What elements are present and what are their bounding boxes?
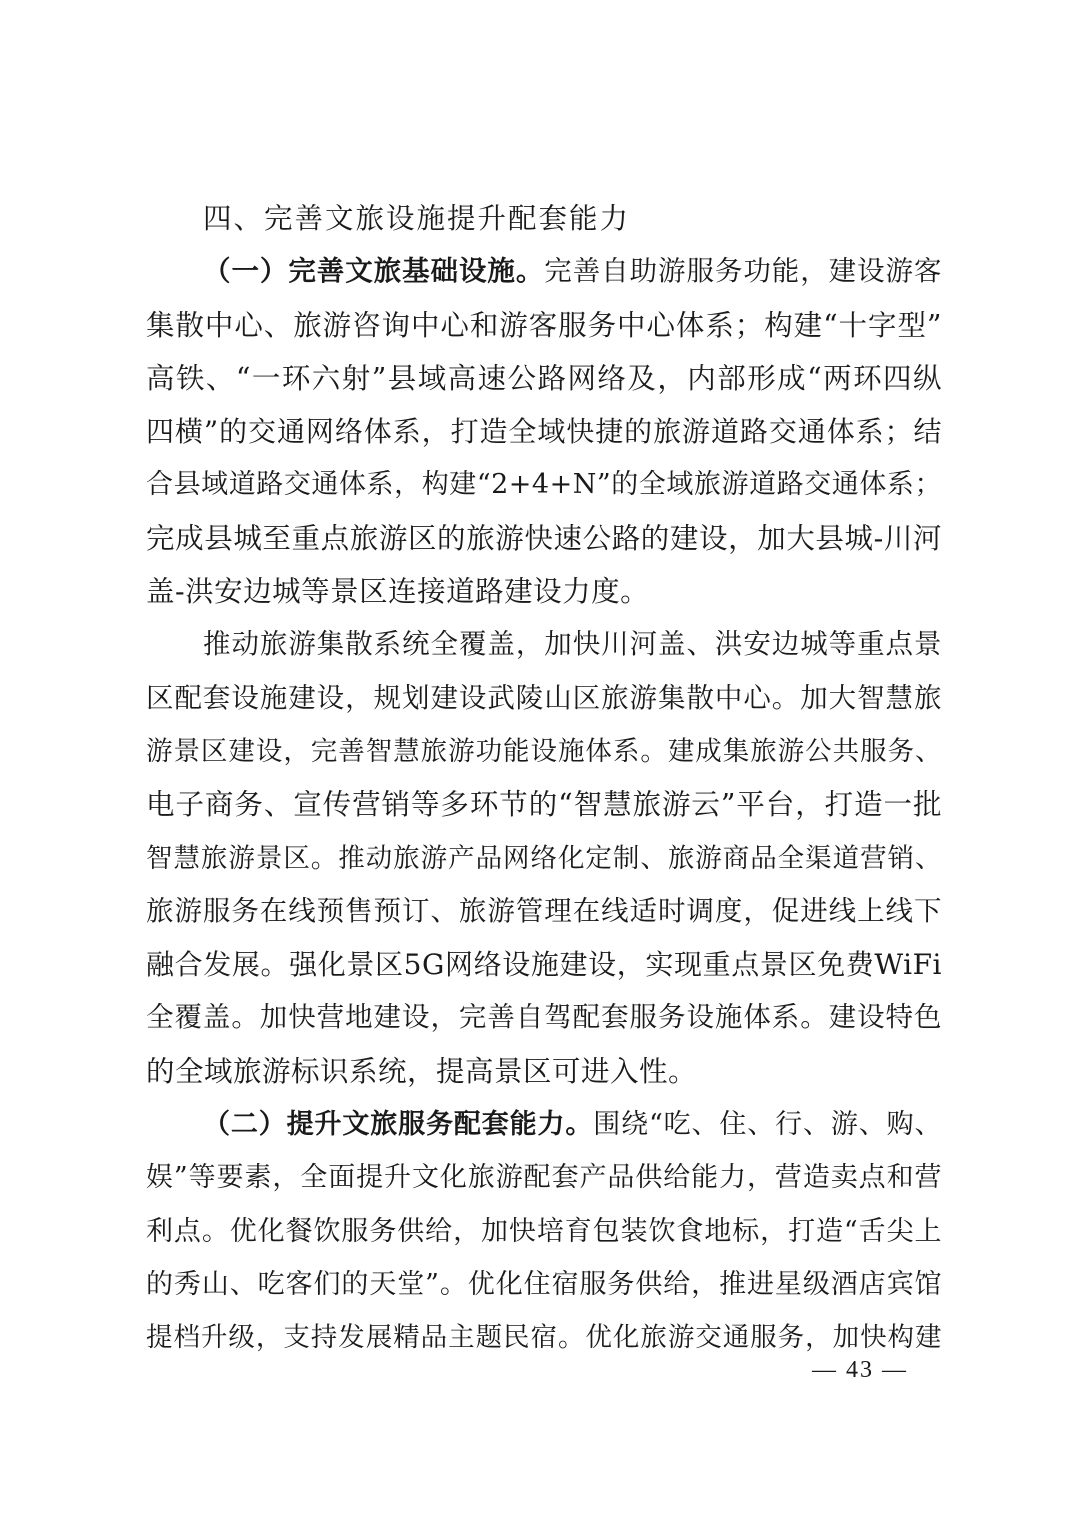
paragraph-1-line-4 <box>146 405 942 458</box>
line-text: 的全域旅游标识系统，提高景区可进入性。 <box>146 1054 698 1088</box>
line-text: 推动旅游集散系统全覆盖，加快川河盖、洪安边城等重点景 <box>203 628 942 661</box>
line-text: 完成县城至重点旅游区的旅游快速公路的建设，加大县城-川河 <box>146 521 942 555</box>
paragraph-1-line-6 <box>146 512 942 565</box>
line-text: 集散中心、旅游咨询中心和游客服务中心体系；构建“十字型” <box>146 308 942 342</box>
page-number: — 43 — <box>812 1357 908 1383</box>
paragraph-2-line-9 <box>146 1045 942 1098</box>
line-text: 盖-洪安边城等景区连接道路建设力度。 <box>146 575 650 609</box>
paragraph-1-line-5 <box>146 458 942 511</box>
line-text: 游景区建设，完善智慧旅游功能设施体系。建成集旅游公共服务、 <box>146 735 942 767</box>
paragraph-2-line-5 <box>146 832 942 885</box>
line-text: 娱”等要素，全面提升文化旅游配套产品供给能力，营造卖点和营 <box>146 1162 942 1194</box>
line-text: 融合发展。强化景区5G网络设施建设，实现重点景区免费WiFi <box>146 948 942 982</box>
paragraph-2-line-6 <box>146 885 942 938</box>
paragraph-2-line-8 <box>146 991 942 1044</box>
paragraph-1-line-2 <box>146 299 942 352</box>
paragraph-1-line-3 <box>146 352 942 405</box>
line-text: 区配套设施建设，规划建设武陵山区旅游集散中心。加大智慧旅 <box>146 681 942 714</box>
paragraph-1-line-1 <box>146 245 942 298</box>
line-text: 围绕“吃、住、行、游、购、 <box>593 1109 942 1141</box>
subheading-two: （二）提升文旅服务配套能力。 <box>203 1109 594 1141</box>
line-text: 旅游服务在线预售预订、旅游管理在线适时调度，促进线上线下 <box>146 894 942 927</box>
paragraph-1-line-7 <box>146 565 942 618</box>
section-heading <box>146 192 942 245</box>
line-text: 智慧旅游景区。推动旅游产品网络化定制、旅游商品全渠道营销、 <box>146 842 942 874</box>
line-text: 全覆盖。加快营地建设，完善自驾配套服务设施体系。建设特色 <box>146 1001 942 1034</box>
paragraph-2-line-3 <box>146 725 942 778</box>
subheading-one: （一）完善文旅基础设施。 <box>203 255 545 288</box>
paragraph-3-line-3 <box>146 1205 942 1258</box>
line-text: 利点。优化餐饮服务供给，加快培育包装饮食地标，打造“舌尖上 <box>146 1215 942 1247</box>
section-heading-text: 四、完善文旅设施提升配套能力 <box>203 202 631 235</box>
line-text: 完善自助游服务功能，建设游客 <box>544 255 943 288</box>
line-text: 的秀山、吃客们的天堂”。优化住宿服务供给，推进星级酒店宾馆 <box>146 1268 942 1300</box>
document-body <box>146 192 942 1365</box>
paragraph-3-line-4 <box>146 1258 942 1311</box>
paragraph-2-line-4 <box>146 778 942 831</box>
line-text: 四横”的交通网络体系，打造全域快捷的旅游道路交通体系；结 <box>146 415 942 449</box>
paragraph-3-line-2 <box>146 1151 942 1204</box>
line-text: 高铁、“一环六射”县域高速公路网络及，内部形成“两环四纵 <box>146 361 942 395</box>
line-text: 合县域道路交通体系，构建“2+4+N”的全域旅游道路交通体系； <box>146 469 942 501</box>
paragraph-2-line-2 <box>146 672 942 725</box>
paragraph-3-line-1 <box>146 1098 942 1151</box>
paragraph-2-line-1 <box>146 618 942 671</box>
line-text: 提档升级，支持发展精品主题民宿。优化旅游交通服务，加快构建 <box>146 1322 942 1354</box>
paragraph-2-line-7 <box>146 938 942 991</box>
line-text: 电子商务、宣传营销等多环节的“智慧旅游云”平台，打造一批 <box>146 788 942 822</box>
